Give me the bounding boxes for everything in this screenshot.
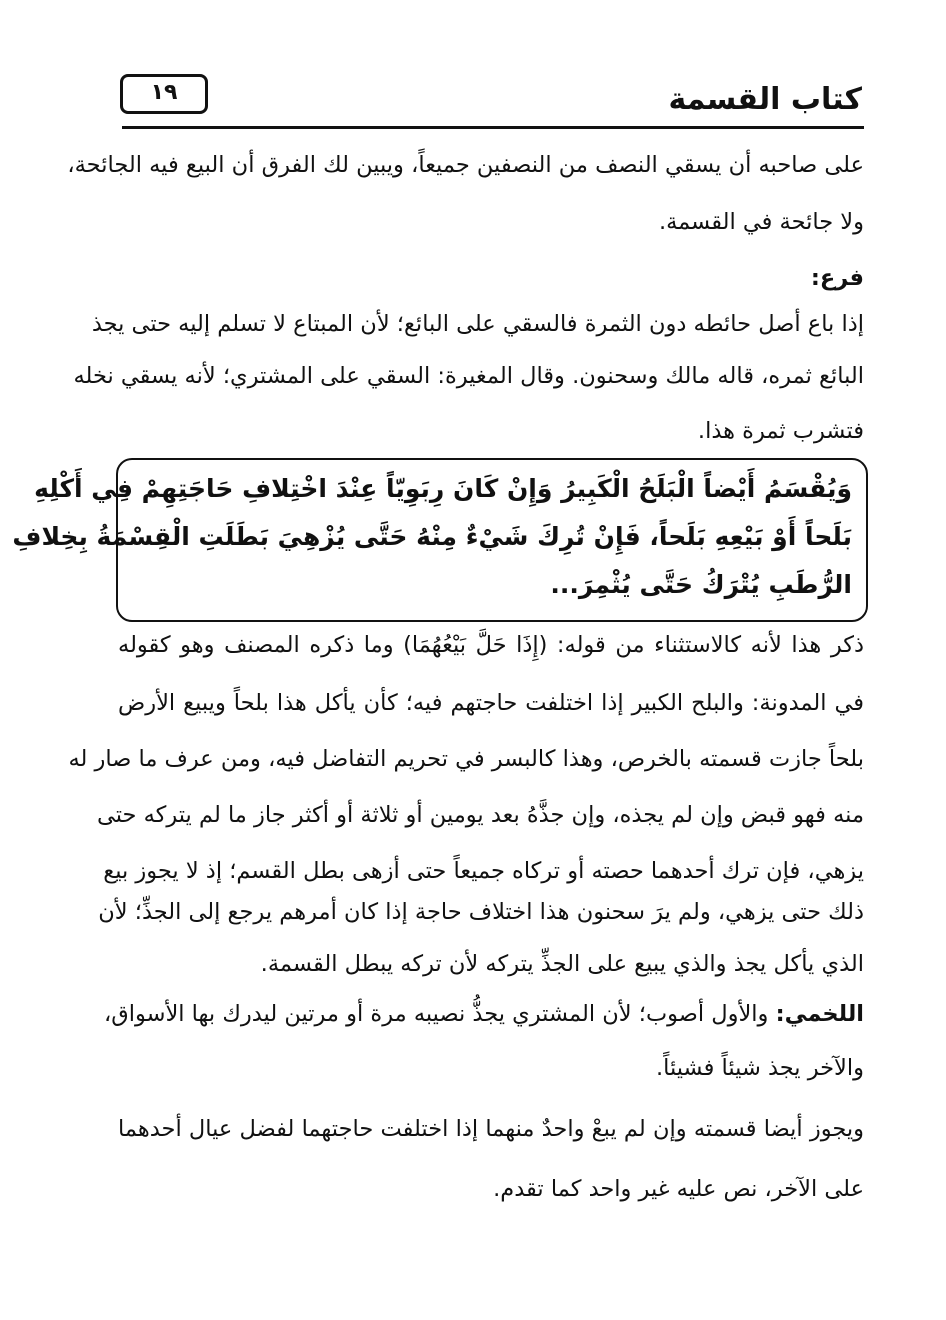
matn-line: بَلَحاً أَوْ بَيْعِهِ بَلَحاً، فَإِنْ تُرِكَ شَيْءٌ مِنْهُ حَتَّى يُزْهِيَ بَطَلَتِ الْقِسْمَةُ بِخِلافِ [12, 522, 852, 551]
text-line: البائع ثمره، قاله مالك وسحنون. وقال المغيرة: السقي على المشتري؛ لأنه يسقي نخله [73, 363, 864, 389]
text-line: بلحاً جازت قسمته بالخرص، وهذا كالبسر في تحريم التفاضل فيه، ومن عرف ما صار له [68, 746, 864, 772]
text-line: في المدونة: والبلح الكبير إذا اختلفت حاجتهم فيه؛ كأن يأكل هذا بلحاً ويبيع الأرض [118, 690, 864, 716]
text-line: الذي يأكل يجذ والذي يبيع على الجذِّ يتركه لأن تركه يبطل القسمة. [260, 951, 864, 977]
lakhmi-label: اللخمي: [775, 1001, 864, 1027]
text-line: على صاحبه أن يسقي النصف من النصفين جميعاً، ويبين لك الفرق أن البيع فيه الجائحة، [67, 152, 864, 178]
page-number: ١٩ [150, 80, 178, 105]
text-line: والآخر يجذ شيئاً فشيئاً. [655, 1055, 864, 1081]
text-line: ذكر هذا لأنه كالاستثناء من قوله: (إِذَا حَلَّ بَيْعُهُمَا) وما ذكره المصنف وهو كقوله [118, 632, 864, 658]
text-line: ولا جائحة في القسمة. [658, 209, 864, 235]
header-book-title: كتاب القسمة [668, 82, 862, 117]
branch-heading: فرع: [810, 265, 864, 291]
text-line: إذا باع أصل حائطه دون الثمرة فالسقي على البائع؛ لأن المبتاع لا تسلم إليه حتى يجذ [91, 311, 864, 337]
text-line: على الآخر، نص عليه غير واحد كما تقدم. [493, 1176, 864, 1202]
page-number-frame [120, 74, 208, 114]
text-line: فتشرب ثمرة هذا. [697, 418, 864, 444]
matn-line: الرُّطَبِ يُتْرَكُ حَتَّى يُثْمِرَ... [550, 570, 852, 599]
text-line: منه فهو قبض وإن لم يجذه، وإن جذَّهُ بعد يومين أو ثلاثة أو أكثر جاز ما لم يتركه حتى [96, 802, 864, 828]
text-line: ذلك حتى يزهي، ولم يرَ سحنون هذا اختلاف حاجة إذا كان أمرهم يرجع إلى الجذِّ؛ لأن [98, 899, 864, 925]
text-line [104, 1001, 864, 1027]
header-rule [122, 126, 864, 129]
text-line: يزهي، فإن ترك أحدهما حصته أو تركاه جميعاً حتى أزهى بطل القسم؛ إذ لا يجوز بيع [103, 858, 864, 884]
matn-line: وَيُقْسَمُ أَيْضاً الْبَلَحُ الْكَبِيرُ وَإِنْ كَانَ رِبَوِيّاً عِنْدَ اخْتِلافِ حَاجَتِهِمْ فِي أَكْلِهِ [34, 474, 852, 503]
lakhmi-text: والأول أصوب؛ لأن المشتري يجذُّ نصيبه مرة أو مرتين ليدرك بها الأسواق، [104, 1001, 769, 1027]
matn-quote-box [12, 458, 868, 622]
text-line: ويجوز أيضا قسمته وإن لم يبعْ واحدٌ منهما إذا اختلفت حاجتهما لفضل عيال أحدهما [118, 1116, 864, 1142]
